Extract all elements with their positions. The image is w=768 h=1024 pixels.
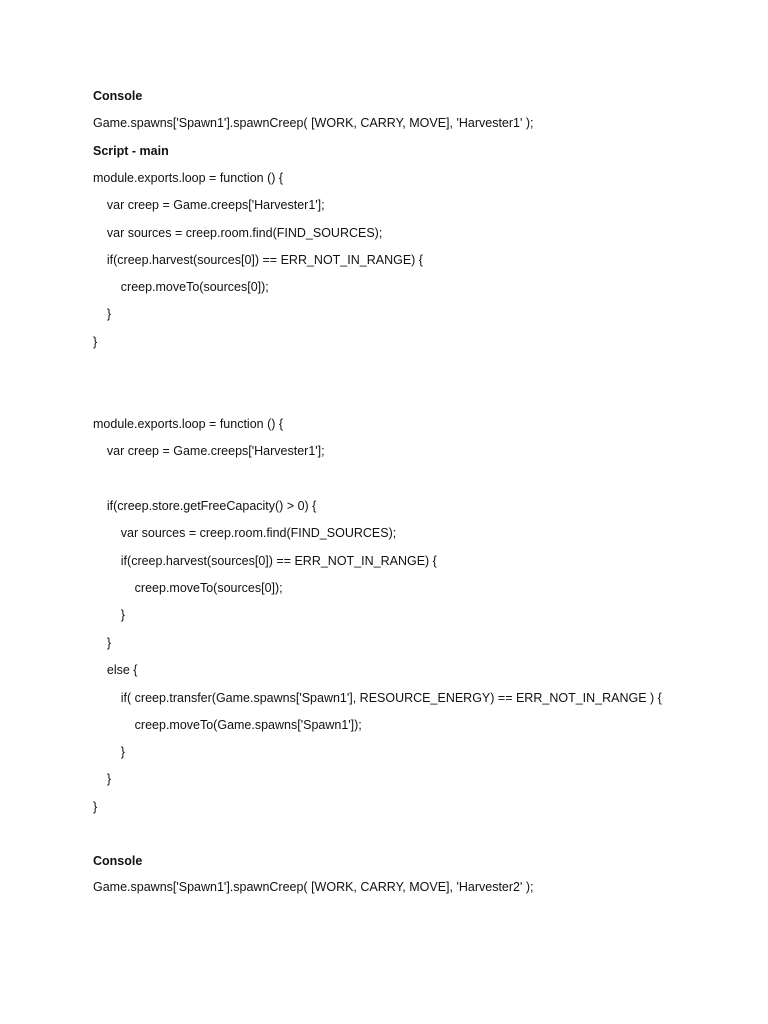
code-line: if(creep.store.getFreeCapacity() > 0) { xyxy=(93,499,317,513)
code-line: } xyxy=(93,636,112,650)
code-line: } xyxy=(93,307,112,321)
script-main-heading: Script - main xyxy=(93,144,169,158)
code-line: } xyxy=(93,745,125,759)
code-line: creep.moveTo(sources[0]); xyxy=(93,280,269,294)
code-line: creep.moveTo(sources[0]); xyxy=(93,581,283,595)
code-line: } xyxy=(93,608,125,622)
console-command-line: Game.spawns['Spawn1'].spawnCreep( [WORK, CARRY, MOVE], 'Harvester2' ); xyxy=(93,880,534,894)
console-heading: Console xyxy=(93,854,143,868)
code-line: } xyxy=(93,800,98,814)
code-line: creep.moveTo(Game.spawns['Spawn1']); xyxy=(93,718,362,732)
code-line: var sources = creep.room.find(FIND_SOURCES); xyxy=(93,526,397,540)
code-line: var creep = Game.creeps['Harvester1']; xyxy=(93,444,325,458)
code-line: if(creep.harvest(sources[0]) == ERR_NOT_IN_RANGE) { xyxy=(93,253,423,267)
console-heading: Console xyxy=(93,89,143,103)
code-line: } xyxy=(93,772,112,786)
console-command-line: Game.spawns['Spawn1'].spawnCreep( [WORK, CARRY, MOVE], 'Harvester1' ); xyxy=(93,116,534,130)
code-line: var creep = Game.creeps['Harvester1']; xyxy=(93,198,325,212)
code-line: module.exports.loop = function () { xyxy=(93,171,284,185)
code-line: if( creep.transfer(Game.spawns['Spawn1'], RESOURCE_ENERGY) == ERR_NOT_IN_RANGE ) { xyxy=(93,691,662,705)
code-line: } xyxy=(93,335,98,349)
code-line: if(creep.harvest(sources[0]) == ERR_NOT_IN_RANGE) { xyxy=(93,554,437,568)
code-line: var sources = creep.room.find(FIND_SOURCES); xyxy=(93,226,383,240)
code-line: module.exports.loop = function () { xyxy=(93,417,284,431)
code-line: else { xyxy=(93,663,138,677)
